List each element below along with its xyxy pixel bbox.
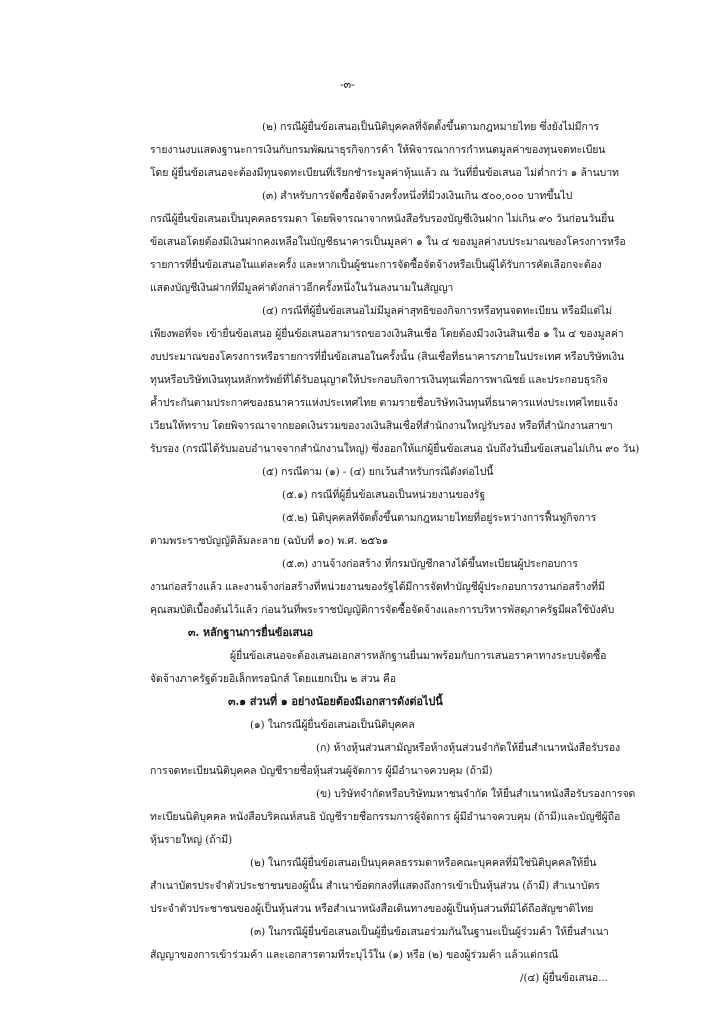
text-line: งานก่อสร้างแล้ว และงานจ้างก่อสร้างที่หน่วยงานของรัฐได้มีการจัดทำบัญชีผู้ประกอบการงานก่อสร้างที่มี [150,581,605,593]
text-line: (๕) กรณีตาม (๑) - (๔) ยกเว้นสำหรับกรณีดังต่อไปนี้ [262,466,494,478]
text-line: รับรอง (กรณีได้รับมอบอำนาจจากสำนักงานใหญ่) ซึ่งออกให้แก่ผู้ยื่นข้อเสนอ นับถึงวันยื่นข้อเสนอไม่เกิน ๙๐ วัน) [150,443,640,455]
text-line: (๒) ในกรณีผู้ยื่นข้อเสนอเป็นบุคคลธรรมดาหรือคณะบุคคลที่มิใช่นิติบุคคลให้ยื่น [250,857,597,869]
text-line: ผู้ยื่นข้อเสนอจะต้องเสนอเอกสารหลักฐานยื่นมาพร้อมกับการเสนอราคาทางระบบจัดซื้อ [230,650,607,662]
text-line: (๑) ในกรณีผู้ยื่นข้อเสนอเป็นนิติบุคคล [250,719,415,731]
text-line: ค้ำประกันตามประกาศของธนาคารแห่งประเทศไทย ตามรายชื่อบริษัทเงินทุนที่ธนาคารแห่งประเทศไทยแจ้ง [150,397,618,409]
text-line: ประจำตัวประชาชนของผู้เป็นหุ้นส่วน หรือสำเนาหนังสือเดินทางของผู้เป็นหุ้นส่วนที่มิได้ถือสัญชาติไทย [150,903,594,915]
text-line: การจดทะเบียนนิติบุคคล บัญชีรายชื่อหุ้นส่วนผู้จัดการ ผู้มีอำนาจควบคุม (ถ้ามี) [150,765,493,777]
text-line: กรณีผู้ยื่นข้อเสนอเป็นบุคคลธรรมดา โดยพิจารณาจากหนังสือรับรองบัญชีเงินฝาก ไม่เกิน ๙๐ วันก่อนวันยื่น [150,213,615,225]
text-line: สำเนาบัตรประจำตัวประชาชนของผู้นั้น สำเนาข้อตกลงที่แสดงถึงการเข้าเป็นหุ้นส่วน (ถ้ามี) สำเนาบัตร [150,880,600,892]
page-number: -๓- [340,78,355,91]
section-heading: ๓. หลักฐานการยื่นข้อเสนอ [188,626,314,639]
text-line: (๒) กรณีผู้ยื่นข้อเสนอเป็นนิติบุคคลที่จัดตั้งขึ้นตามกฎหมายไทย ซึ่งยังไม่มีการ [262,121,600,133]
text-line: โดย ผู้ยื่นข้อเสนอจะต้องมีทุนจดทะเบียนที่เรียกชำระมูลค่าหุ้นแล้ว ณ วันที่ยื่นข้อเสนอ ไม่ต่ำกว่า ๑ ล้านบาท [150,167,619,179]
text-line: สัญญาของการเข้าร่วมค้า และเอกสารตามที่ระบุไว้ใน (๑) หรือ (๒) ของผู้ร่วมค้า แล้วแต่กรณี [150,949,559,961]
text-line: งบประมาณของโครงการหรือรายการที่ยื่นข้อเสนอในครั้งนั้น (สินเชื่อที่ธนาคารภายในประเทศ หรือบริษัทเงิน [150,351,625,363]
text-line: (๓) ในกรณีผู้ยื่นข้อเสนอเป็นผู้ยื่นข้อเสนอร่วมกันในฐานะเป็นผู้ร่วมค้า ให้ยื่นสำเนา [250,926,609,938]
text-line: (ก) ห้างหุ้นส่วนสามัญหรือห้างหุ้นส่วนจำกัดให้ยื่นสำเนาหนังสือรับรอง [316,742,621,754]
text-line: (๓) สำหรับการจัดซื้อจัดจ้างครั้งหนึ่งที่มีวงเงินเกิน ๕๐๐,๐๐๐ บาทขึ้นไป [262,190,573,202]
continuation-note: /(๔) ผู้ยื่นข้อเสนอ... [520,972,608,984]
text-line: แสดงบัญชีเงินฝากที่มีมูลค่าดังกล่าวอีกครั้งหนึ่งในวันลงนามในสัญญา [150,282,454,294]
text-line: รายการที่ยื่นข้อเสนอในแต่ละครั้ง และหากเป็นผู้ชนะการจัดซื้อจัดจ้างหรือเป็นผู้ได้รับการคัดเลือกจะต้อง [150,259,602,271]
text-line: (๕.๓) งานจ้างก่อสร้าง ที่กรมบัญชีกลางได้ขึ้นทะเบียนผู้ประกอบการ [282,558,578,570]
text-line: รายงานงบแสดงฐานะการเงินกับกรมพัฒนาธุรกิจการค้า ให้พิจารณาการกำหนดมูลค่าของทุนจดทะเบียน [150,144,606,156]
text-line: ข้อเสนอโดยต้องมีเงินฝากคงเหลือในบัญชีธนาคารเป็นมูลค่า ๑ ใน ๔ ของมูลค่างบประมาณของโครงการหรือ [150,236,626,248]
text-line: จัดจ้างภาครัฐด้วยอิเล็กทรอนิกส์ โดยแยกเป็น ๒ ส่วน คือ [150,673,396,685]
text-line: (ข) บริษัทจำกัดหรือบริษัทมหาชนจำกัด ให้ยื่นสำเนาหนังสือรับรองการจด [316,788,636,800]
text-line: หุ้นรายใหญ่ (ถ้ามี) [150,834,233,846]
text-line: (๔) กรณีที่ผู้ยื่นข้อเสนอไม่มีมูลค่าสุทธิของกิจการหรือทุนจดทะเบียน หรือมีแต่ไม่ [262,305,613,317]
text-line: ตามพระราชบัญญัติล้มละลาย (ฉบับที่ ๑๐) พ.ศ. ๒๕๖๑ [150,535,389,547]
subsection-heading: ๓.๑ ส่วนที่ ๑ อย่างน้อยต้องมีเอกสารดังต่อไปนี้ [228,695,443,708]
text-line: คุณสมบัติเบื้องต้นไว้แล้ว ก่อนวันที่พระราชบัญญัติการจัดซื้อจัดจ้างและการบริหารพัสดุภาครัฐมีผลใช้บังคับ [150,604,615,616]
text-line: ทะเบียนนิติบุคคล หนังสือบริคณห์สนธิ บัญชีรายชื่อกรรมการผู้จัดการ ผู้มีอำนาจควบคุม (ถ้ามี)และบัญชีผู้ถือ [150,811,621,823]
text-line: (๕.๑) กรณีที่ผู้ยื่นข้อเสนอเป็นหน่วยงานของรัฐ [282,489,486,501]
text-line: (๕.๒) นิติบุคคลที่จัดตั้งขึ้นตามกฎหมายไทยที่อยู่ระหว่างการฟื้นฟูกิจการ [282,512,597,524]
text-line: เพียงพอที่จะ เข้ายื่นข้อเสนอ ผู้ยื่นข้อเสนอสามารถขอวงเงินสินเชื่อ โดยต้องมีวงเงินสินเชื่อ ๑ ใน ๔ ของมูลค่า [150,328,624,340]
text-line: เวียนให้ทราบ โดยพิจารณาจากยอดเงินรวมของวงเงินสินเชื่อที่สำนักงานใหญ่รับรอง หรือที่สำนักงานสาขา [150,420,613,432]
text-line: ทุนหรือบริษัทเงินทุนหลักทรัพย์ที่ได้รับอนุญาตให้ประกอบกิจการเงินทุนเพื่อการพาณิชย์ และประกอบธุรกิจ [150,374,608,386]
